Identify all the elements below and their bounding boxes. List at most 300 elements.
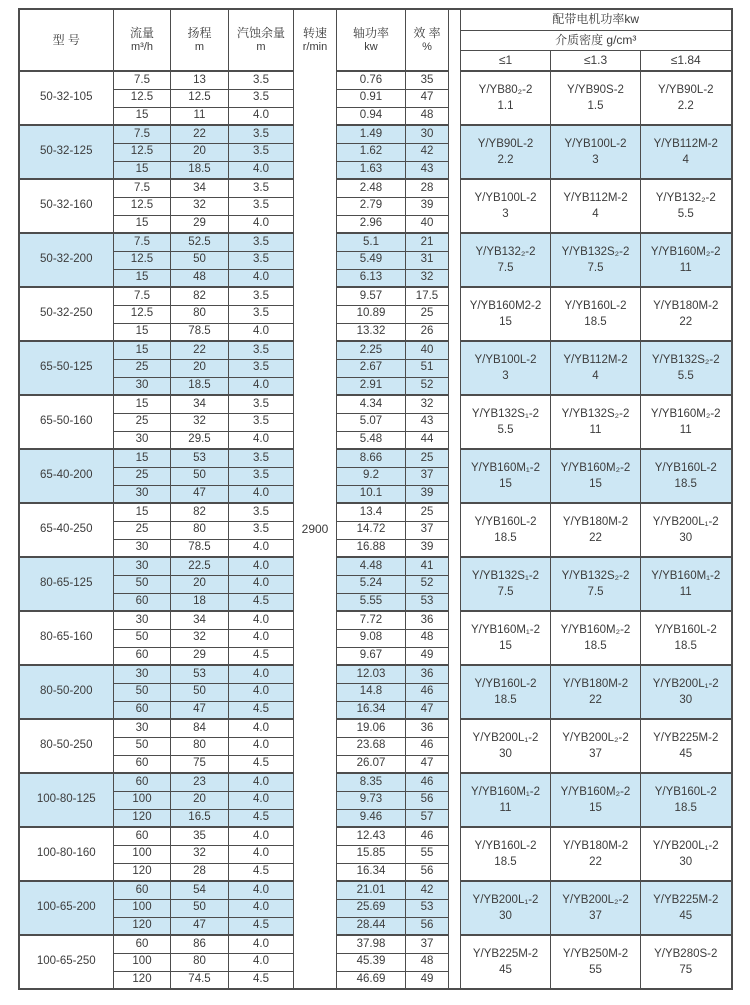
motor-power: 18.5 (674, 801, 697, 814)
model-cell: 50-32-200 (19, 233, 114, 287)
motor-power: 22 (679, 315, 693, 328)
flow-cell: 100 (114, 791, 171, 809)
motor-model: Y/YB132S₁-2 (471, 407, 540, 420)
motor-power: 15 (499, 315, 512, 328)
motor-cell (461, 287, 551, 341)
flow-cell: 30 (114, 431, 171, 449)
motor-cell (551, 557, 641, 611)
motor-model: Y/YB160M2-2 (469, 299, 542, 312)
npsh-cell: 4.0 (229, 719, 294, 737)
spec-row (19, 71, 732, 89)
npsh-cell: 4.0 (229, 881, 294, 899)
spec-row (19, 179, 732, 197)
shaft-power-cell: 5.1 (337, 233, 406, 251)
head-cell: 84 (171, 719, 229, 737)
motor-power: 7.5 (497, 261, 514, 274)
head-cell: 80 (171, 953, 229, 971)
spec-row (19, 125, 732, 143)
header-eff-zh: 效 率 (413, 25, 441, 40)
flow-cell: 60 (114, 755, 171, 773)
shaft-power-cell: 5.24 (337, 575, 406, 593)
flow-cell: 12.5 (114, 305, 171, 323)
efficiency-cell: 53 (406, 593, 449, 611)
shaft-power-cell: 2.67 (337, 359, 406, 377)
efficiency-cell: 39 (406, 197, 449, 215)
motor-cell (461, 71, 551, 125)
motor-cell (461, 611, 551, 665)
shaft-power-cell: 45.39 (337, 953, 406, 971)
motor-power: 3 (592, 153, 599, 166)
header-speed (294, 9, 337, 71)
shaft-power-cell: 2.25 (337, 341, 406, 359)
motor-model: Y/YB225M-2 (653, 893, 719, 906)
motor-power: 22 (589, 855, 602, 868)
efficiency-cell: 40 (406, 215, 449, 233)
shaft-power-cell: 9.08 (337, 629, 406, 647)
model-cell: 100-65-250 (19, 935, 114, 989)
motor-model: Y/YB160L-2 (474, 515, 537, 528)
head-cell: 52.5 (171, 233, 229, 251)
shaft-power-cell: 5.55 (337, 593, 406, 611)
motor-cell (551, 341, 641, 395)
npsh-cell: 3.5 (229, 71, 294, 89)
header-npsh-zh: 汽蚀余量 (236, 25, 285, 40)
efficiency-cell: 40 (406, 341, 449, 359)
motor-power: 4 (682, 153, 689, 166)
npsh-cell: 3.5 (229, 233, 294, 251)
npsh-cell: 4.0 (229, 827, 294, 845)
motor-power: 18.5 (584, 639, 607, 652)
npsh-cell: 4.5 (229, 593, 294, 611)
shaft-power-cell: 2.48 (337, 179, 406, 197)
head-cell: 22 (171, 125, 229, 143)
motor-cell (461, 935, 551, 989)
spec-table-body (19, 71, 732, 989)
flow-cell: 25 (114, 359, 171, 377)
flow-cell: 7.5 (114, 287, 171, 305)
efficiency-cell: 43 (406, 413, 449, 431)
head-cell: 18.5 (171, 377, 229, 395)
spec-row (19, 503, 732, 521)
model-cell: 65-40-250 (19, 503, 114, 557)
motor-model: Y/YB160M₁-2 (470, 785, 541, 798)
shaft-power-cell: 4.34 (337, 395, 406, 413)
flow-cell: 30 (114, 377, 171, 395)
head-cell: 50 (171, 683, 229, 701)
flow-cell: 7.5 (114, 71, 171, 89)
motor-model: Y/YB160M₂-2 (650, 245, 721, 258)
npsh-cell: 4.0 (229, 845, 294, 863)
head-cell: 16.5 (171, 809, 229, 827)
shaft-power-cell: 13.4 (337, 503, 406, 521)
efficiency-cell: 26 (406, 323, 449, 341)
shaft-power-cell: 16.34 (337, 701, 406, 719)
motor-model: Y/YB100L-2 (564, 137, 627, 150)
shaft-power-cell: 15.85 (337, 845, 406, 863)
efficiency-cell: 49 (406, 647, 449, 665)
motor-model: Y/YB160L-2 (654, 461, 717, 474)
motor-power: 15 (499, 639, 512, 652)
npsh-cell: 4.0 (229, 665, 294, 683)
shaft-power-cell: 4.48 (337, 557, 406, 575)
motor-model: Y/YB132S₂-2 (561, 245, 630, 258)
flow-cell: 7.5 (114, 179, 171, 197)
header-head-unit: m (194, 40, 205, 53)
motor-cell (551, 449, 641, 503)
npsh-cell: 4.5 (229, 755, 294, 773)
motor-power: 4 (592, 207, 599, 220)
npsh-cell: 3.5 (229, 287, 294, 305)
efficiency-cell: 57 (406, 809, 449, 827)
motor-model: Y/YB160L-2 (474, 839, 537, 852)
motor-cell (551, 125, 641, 179)
motor-model: Y/YB160M₂-2 (650, 407, 721, 420)
shaft-power-cell: 0.91 (337, 89, 406, 107)
motor-cell (641, 719, 732, 773)
motor-cell (461, 881, 551, 935)
efficiency-cell: 42 (406, 881, 449, 899)
motor-model: Y/YB280S-2 (654, 947, 718, 960)
model-cell: 80-65-125 (19, 557, 114, 611)
flow-cell: 60 (114, 647, 171, 665)
motor-model: Y/YB132S₂-2 (651, 353, 720, 366)
header-efficiency (406, 9, 449, 71)
efficiency-cell: 36 (406, 665, 449, 683)
spec-row (19, 233, 732, 251)
flow-cell: 30 (114, 611, 171, 629)
shaft-power-cell: 9.67 (337, 647, 406, 665)
head-cell: 82 (171, 503, 229, 521)
motor-cell (551, 827, 641, 881)
flow-cell: 30 (114, 719, 171, 737)
head-cell: 32 (171, 413, 229, 431)
motor-cell (461, 233, 551, 287)
header-eff-unit: % (422, 40, 432, 53)
efficiency-cell: 48 (406, 953, 449, 971)
head-cell: 29 (171, 215, 229, 233)
motor-cell (641, 125, 732, 179)
head-cell: 23 (171, 773, 229, 791)
flow-cell: 12.5 (114, 143, 171, 161)
npsh-cell: 4.0 (229, 935, 294, 953)
motor-model: Y/YB90L-2 (657, 83, 714, 96)
flow-cell: 100 (114, 953, 171, 971)
head-cell: 34 (171, 179, 229, 197)
shaft-power-cell: 5.48 (337, 431, 406, 449)
motor-power: 22 (589, 693, 602, 706)
motor-power: 5.5 (677, 207, 694, 220)
npsh-cell: 3.5 (229, 521, 294, 539)
npsh-cell: 4.0 (229, 107, 294, 125)
header-density-le-1-3: ≤1.3 (551, 50, 641, 71)
efficiency-cell: 51 (406, 359, 449, 377)
head-cell: 82 (171, 287, 229, 305)
efficiency-cell: 39 (406, 485, 449, 503)
motor-cell (641, 773, 732, 827)
npsh-cell: 3.5 (229, 359, 294, 377)
efficiency-cell: 17.5 (406, 287, 449, 305)
head-cell: 53 (171, 449, 229, 467)
motor-model: Y/YB100L-2 (474, 353, 537, 366)
npsh-cell: 4.5 (229, 863, 294, 881)
motor-cell (641, 71, 732, 125)
efficiency-cell: 44 (406, 431, 449, 449)
flow-cell: 7.5 (114, 125, 171, 143)
head-cell: 50 (171, 899, 229, 917)
flow-cell: 100 (114, 845, 171, 863)
shaft-power-cell: 28.44 (337, 917, 406, 935)
flow-cell: 12.5 (114, 197, 171, 215)
npsh-cell: 4.0 (229, 791, 294, 809)
npsh-cell: 3.5 (229, 413, 294, 431)
speed-value-cell: 2900 (294, 71, 337, 989)
shaft-power-cell: 2.79 (337, 197, 406, 215)
motor-power: 37 (589, 909, 602, 922)
motor-power: 45 (679, 909, 693, 922)
flow-cell: 120 (114, 971, 171, 989)
motor-cell (551, 287, 641, 341)
motor-cell (461, 665, 551, 719)
npsh-cell: 4.5 (229, 809, 294, 827)
head-cell: 28 (171, 863, 229, 881)
motor-cell (641, 503, 732, 557)
head-cell: 20 (171, 575, 229, 593)
flow-cell: 60 (114, 935, 171, 953)
motor-cell (641, 179, 732, 233)
spec-row (19, 557, 732, 575)
flow-cell: 15 (114, 449, 171, 467)
motor-cell (461, 827, 551, 881)
motor-model: Y/YB180M-2 (562, 677, 629, 690)
motor-cell (641, 557, 732, 611)
motor-model: Y/YB132S₂-2 (561, 407, 630, 420)
motor-model: Y/YB132₂-2 (655, 191, 716, 204)
shaft-power-cell: 9.57 (337, 287, 406, 305)
motor-cell (641, 935, 732, 989)
flow-cell: 60 (114, 881, 171, 899)
motor-power: 7.5 (587, 261, 604, 274)
head-cell: 29.5 (171, 431, 229, 449)
flow-cell: 15 (114, 503, 171, 521)
motor-power: 1.5 (587, 99, 604, 112)
head-cell: 54 (171, 881, 229, 899)
model-cell: 50-32-125 (19, 125, 114, 179)
motor-power: 11 (499, 801, 512, 814)
spec-row (19, 287, 732, 305)
motor-power: 5.5 (497, 423, 514, 436)
motor-power: 30 (499, 747, 512, 760)
motor-model: Y/YB250M-2 (562, 947, 629, 960)
motor-power: 18.5 (494, 531, 517, 544)
motor-model: Y/YB160M₁-2 (470, 623, 541, 636)
npsh-cell: 4.0 (229, 953, 294, 971)
efficiency-cell: 32 (406, 269, 449, 287)
motor-power: 11 (679, 261, 692, 274)
shaft-power-cell: 9.46 (337, 809, 406, 827)
head-cell: 75 (171, 755, 229, 773)
flow-cell: 50 (114, 629, 171, 647)
model-cell: 80-65-160 (19, 611, 114, 665)
shaft-power-cell: 37.98 (337, 935, 406, 953)
head-cell: 47 (171, 917, 229, 935)
head-cell: 22 (171, 341, 229, 359)
head-cell: 34 (171, 611, 229, 629)
motor-cell (551, 935, 641, 989)
motor-cell (641, 287, 732, 341)
npsh-cell: 3.5 (229, 395, 294, 413)
efficiency-cell: 36 (406, 719, 449, 737)
shaft-power-cell: 5.07 (337, 413, 406, 431)
flow-cell: 50 (114, 683, 171, 701)
motor-power: 11 (679, 423, 692, 436)
header-flow (114, 9, 171, 71)
motor-cell (641, 233, 732, 287)
npsh-cell: 4.0 (229, 629, 294, 647)
motor-cell (551, 395, 641, 449)
npsh-cell: 4.0 (229, 611, 294, 629)
flow-cell: 60 (114, 701, 171, 719)
efficiency-cell: 46 (406, 827, 449, 845)
model-cell: 50-32-160 (19, 179, 114, 233)
efficiency-cell: 25 (406, 305, 449, 323)
header-npsh (229, 9, 294, 71)
efficiency-cell: 48 (406, 629, 449, 647)
flow-cell: 100 (114, 899, 171, 917)
motor-power: 37 (589, 747, 602, 760)
spec-row (19, 773, 732, 791)
efficiency-cell: 56 (406, 863, 449, 881)
motor-cell (461, 719, 551, 773)
head-cell: 32 (171, 197, 229, 215)
flow-cell: 30 (114, 539, 171, 557)
motor-cell (551, 71, 641, 125)
efficiency-cell: 47 (406, 701, 449, 719)
header-flow-zh: 流量 (129, 25, 154, 40)
motor-power: 18.5 (494, 693, 517, 706)
flow-cell: 15 (114, 323, 171, 341)
motor-model: Y/YB112M-2 (653, 137, 718, 150)
motor-model: Y/YB200L₂-2 (562, 731, 629, 744)
shaft-power-cell: 46.69 (337, 971, 406, 989)
motor-model: Y/YB100L-2 (474, 191, 537, 204)
spacer-column-header (449, 9, 461, 71)
efficiency-cell: 46 (406, 773, 449, 791)
motor-power: 30 (679, 693, 693, 706)
motor-power: 4 (592, 369, 599, 382)
motor-model: Y/YB90S-2 (567, 83, 624, 96)
model-cell: 65-50-125 (19, 341, 114, 395)
header-model: 型 号 (19, 9, 114, 71)
motor-power: 5.5 (677, 369, 694, 382)
efficiency-cell: 47 (406, 755, 449, 773)
motor-model: Y/YB200L₁-2 (472, 893, 539, 906)
table-header (19, 9, 732, 71)
flow-cell: 25 (114, 521, 171, 539)
head-cell: 29 (171, 647, 229, 665)
npsh-cell: 4.0 (229, 575, 294, 593)
head-cell: 53 (171, 665, 229, 683)
npsh-cell: 4.0 (229, 737, 294, 755)
motor-cell (641, 449, 732, 503)
head-cell: 12.5 (171, 89, 229, 107)
efficiency-cell: 21 (406, 233, 449, 251)
motor-model: Y/YB225M-2 (472, 947, 539, 960)
flow-cell: 50 (114, 737, 171, 755)
npsh-cell: 4.5 (229, 647, 294, 665)
motor-model: Y/YB200L₁-2 (472, 731, 539, 744)
model-cell: 50-32-105 (19, 71, 114, 125)
motor-cell (641, 665, 732, 719)
motor-model: Y/YB180M-2 (562, 839, 629, 852)
head-cell: 80 (171, 521, 229, 539)
motor-cell (461, 395, 551, 449)
header-speed-unit: r/min (302, 41, 328, 54)
npsh-cell: 3.5 (229, 179, 294, 197)
motor-power: 1.1 (497, 99, 514, 112)
flow-cell: 15 (114, 161, 171, 179)
flow-cell: 25 (114, 413, 171, 431)
motor-power: 3 (502, 207, 509, 220)
flow-cell: 15 (114, 107, 171, 125)
motor-cell (551, 881, 641, 935)
motor-model: Y/YB200L₁-2 (652, 677, 719, 690)
efficiency-cell: 46 (406, 737, 449, 755)
model-cell: 50-32-250 (19, 287, 114, 341)
npsh-cell: 3.5 (229, 89, 294, 107)
efficiency-cell: 37 (406, 467, 449, 485)
head-cell: 20 (171, 791, 229, 809)
motor-cell (551, 665, 641, 719)
shaft-power-cell: 1.49 (337, 125, 406, 143)
model-cell: 65-50-160 (19, 395, 114, 449)
motor-cell (551, 179, 641, 233)
model-cell: 100-80-160 (19, 827, 114, 881)
shaft-power-cell: 19.06 (337, 719, 406, 737)
shaft-power-cell: 7.72 (337, 611, 406, 629)
spec-row (19, 449, 732, 467)
efficiency-cell: 49 (406, 971, 449, 989)
efficiency-cell: 56 (406, 917, 449, 935)
flow-cell: 120 (114, 863, 171, 881)
shaft-power-cell: 1.63 (337, 161, 406, 179)
head-cell: 18 (171, 593, 229, 611)
motor-power: 3 (502, 369, 509, 382)
npsh-cell: 4.5 (229, 971, 294, 989)
motor-cell (641, 341, 732, 395)
head-cell: 32 (171, 845, 229, 863)
motor-power: 22 (589, 531, 602, 544)
shaft-power-cell: 14.8 (337, 683, 406, 701)
head-cell: 32 (171, 629, 229, 647)
efficiency-cell: 37 (406, 521, 449, 539)
flow-cell: 30 (114, 557, 171, 575)
motor-cell (641, 611, 732, 665)
head-cell: 47 (171, 701, 229, 719)
motor-power: 18.5 (674, 477, 697, 490)
motor-power: 11 (679, 585, 692, 598)
head-cell: 20 (171, 359, 229, 377)
motor-cell (551, 233, 641, 287)
efficiency-cell: 36 (406, 611, 449, 629)
motor-model: Y/YB200L₁-2 (652, 515, 719, 528)
motor-cell (461, 449, 551, 503)
motor-model: Y/YB80₂-2 (478, 83, 533, 96)
npsh-cell: 4.0 (229, 683, 294, 701)
head-cell: 48 (171, 269, 229, 287)
shaft-power-cell: 9.2 (337, 467, 406, 485)
motor-power: 15 (499, 477, 512, 490)
motor-model: Y/YB160L-2 (654, 785, 717, 798)
